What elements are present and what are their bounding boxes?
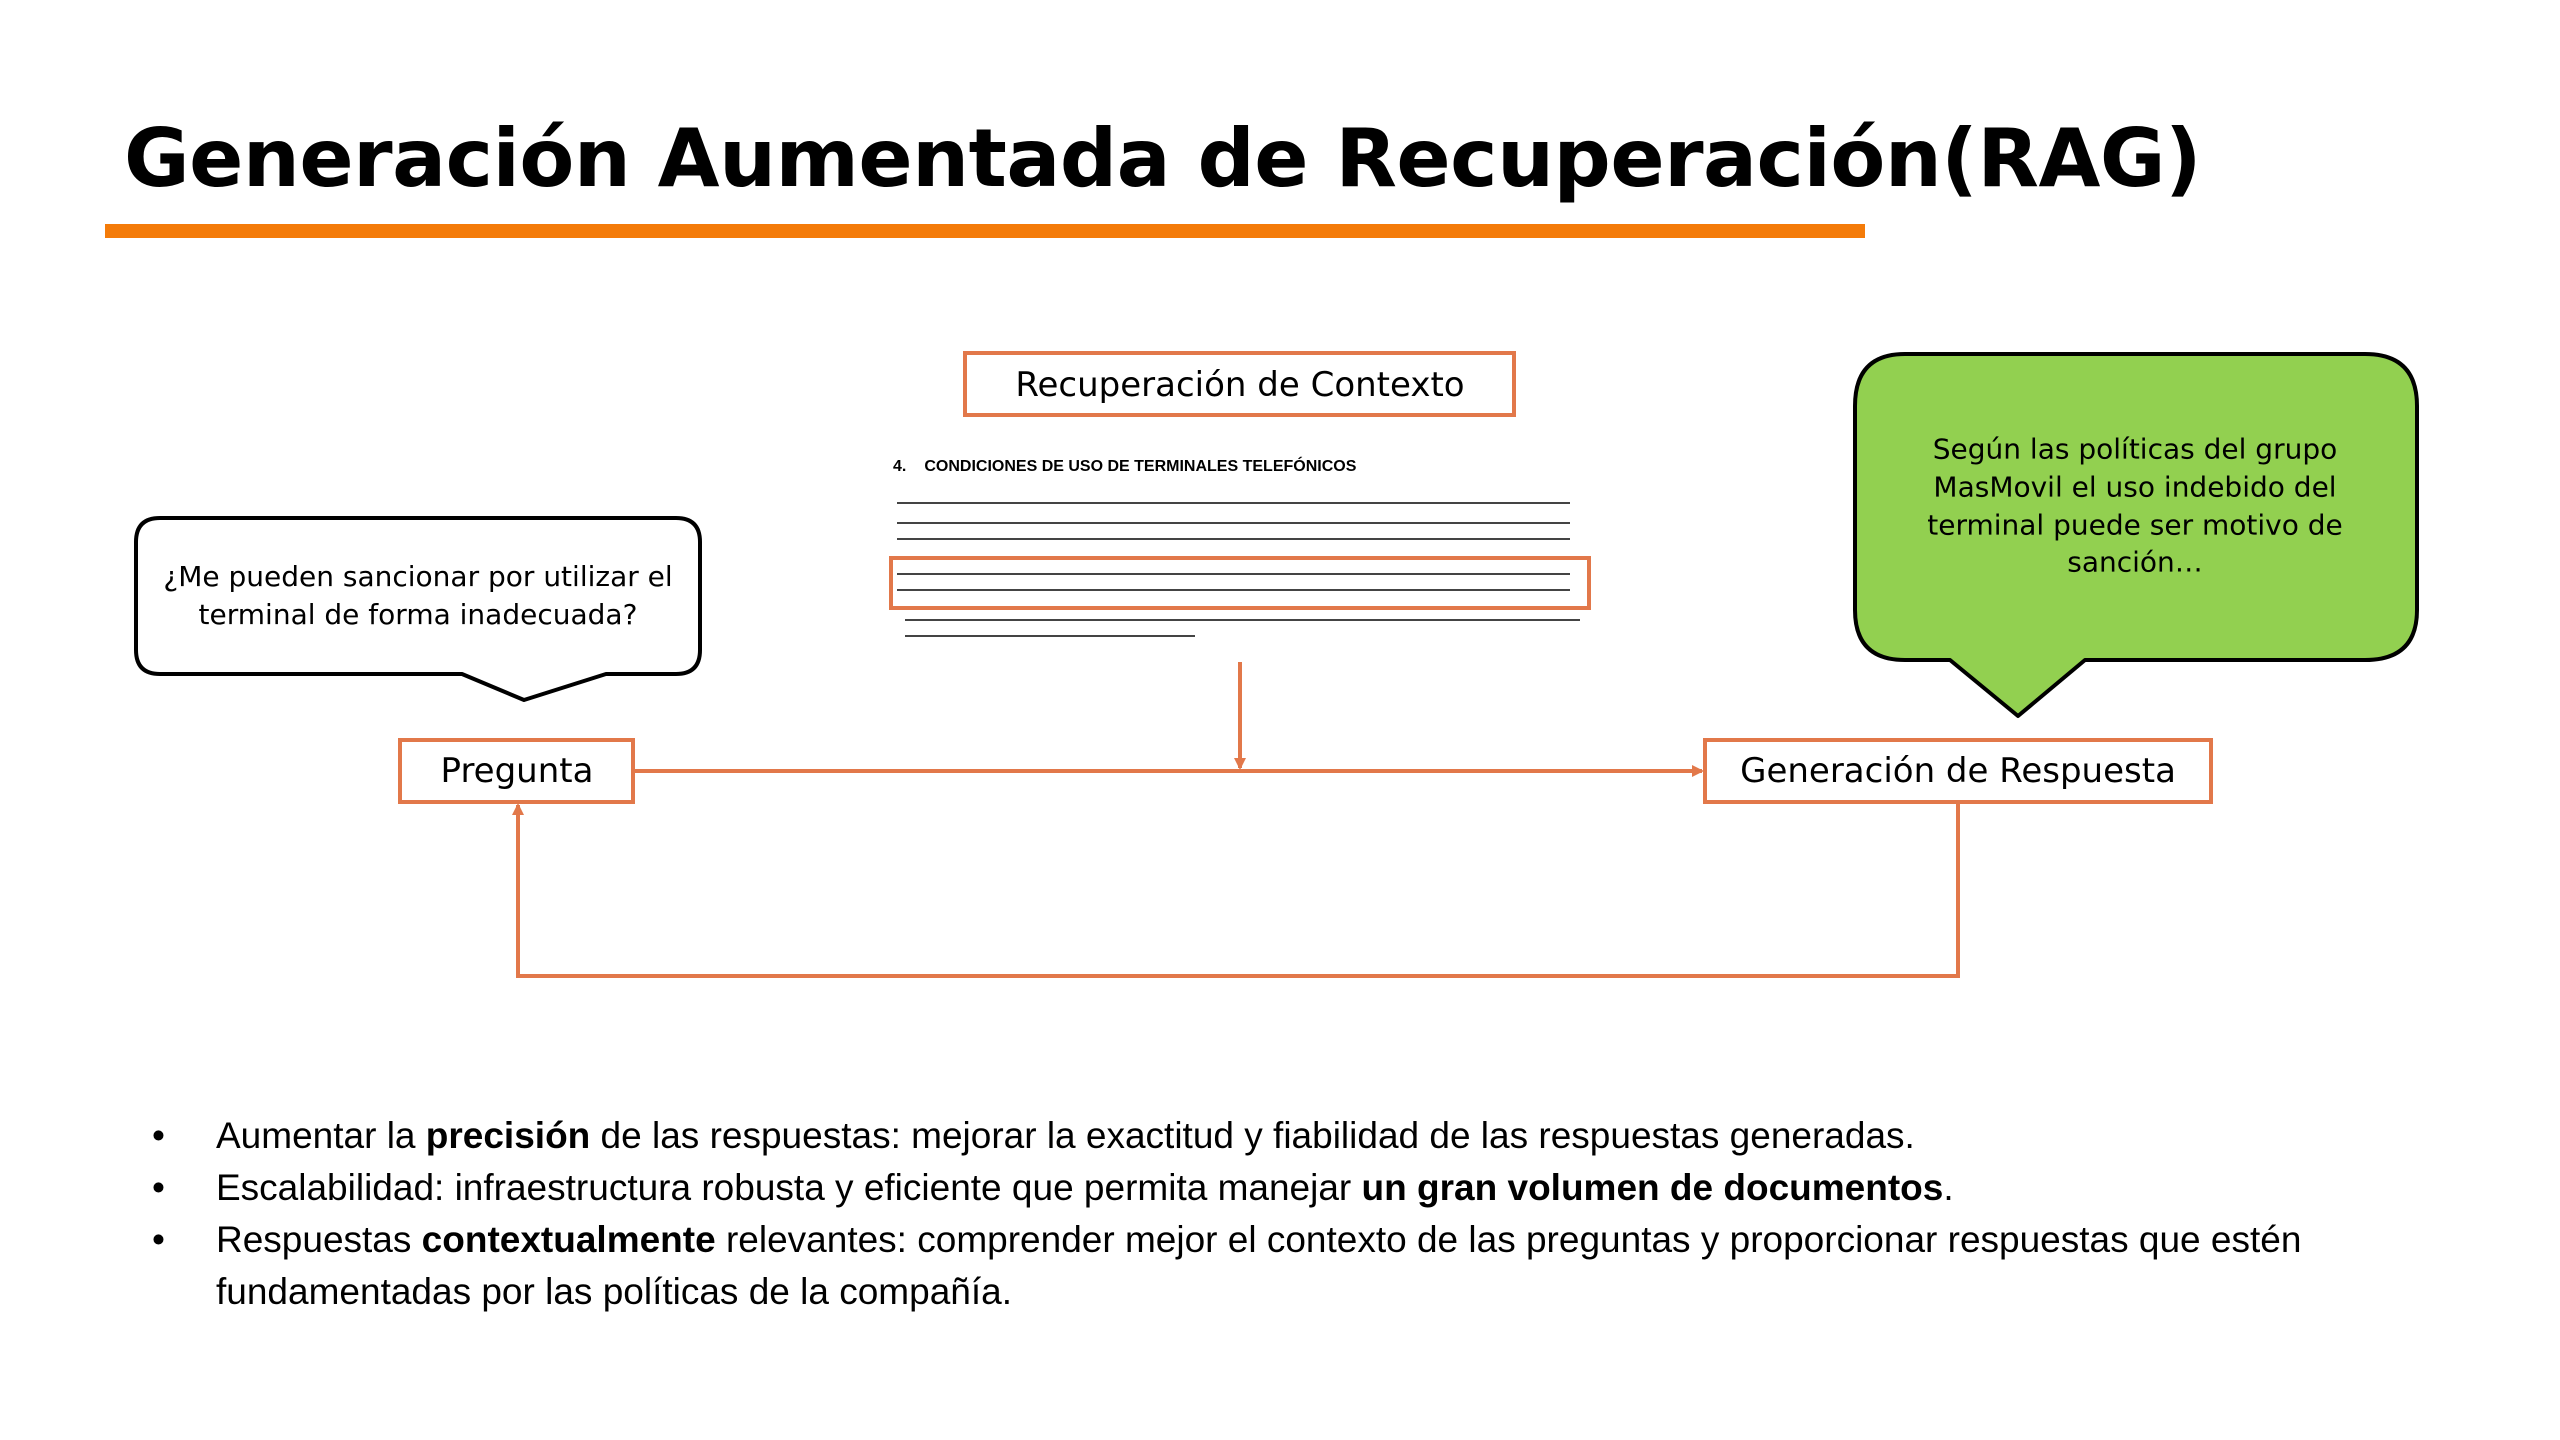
question-bubble-text: ¿Me pueden sancionar por utilizar el terminal de forma inadecuada?: [163, 560, 673, 631]
benefits-list: [152, 1110, 2452, 1318]
bullet-scalability: • Escalabilidad: infraestructura robusta y eficiente que permita manejar un gran volumen de documentos.: [152, 1162, 2452, 1214]
document-heading: [893, 458, 1356, 476]
retrieved-passage-highlight: [891, 558, 1589, 608]
document-heading-text: CONDICIONES DE USO DE TERMINALES TELEFÓNICOS: [924, 458, 1357, 475]
context-retrieval-label: Recuperación de Contexto: [1015, 365, 1465, 405]
answer-bubble-text: Según las políticas del grupo MasMovil el uso indebido del terminal puede ser motivo de sanción…: [1927, 432, 2343, 579]
feedback-loop-arrow: [518, 802, 1958, 976]
question-label: Pregunta: [440, 751, 594, 791]
slide-title: Generación Aumentada de Recuperación(RAG): [124, 112, 2202, 205]
document-section-number: 4.: [893, 458, 907, 475]
document-snippet: [897, 503, 1580, 636]
bullet-precision: • Aumentar la precisión de las respuestas: mejorar la exactitud y fiabilidad de las respuestas generadas.: [152, 1110, 2452, 1162]
bullet-contextual: • Respuestas contextualmente relevantes: comprender mejor el contexto de las preguntas y proporcionar respuestas que estén fundamentadas por las políticas de la compañía.: [152, 1214, 2452, 1318]
answer-generation-label: Generación de Respuesta: [1740, 751, 2176, 791]
